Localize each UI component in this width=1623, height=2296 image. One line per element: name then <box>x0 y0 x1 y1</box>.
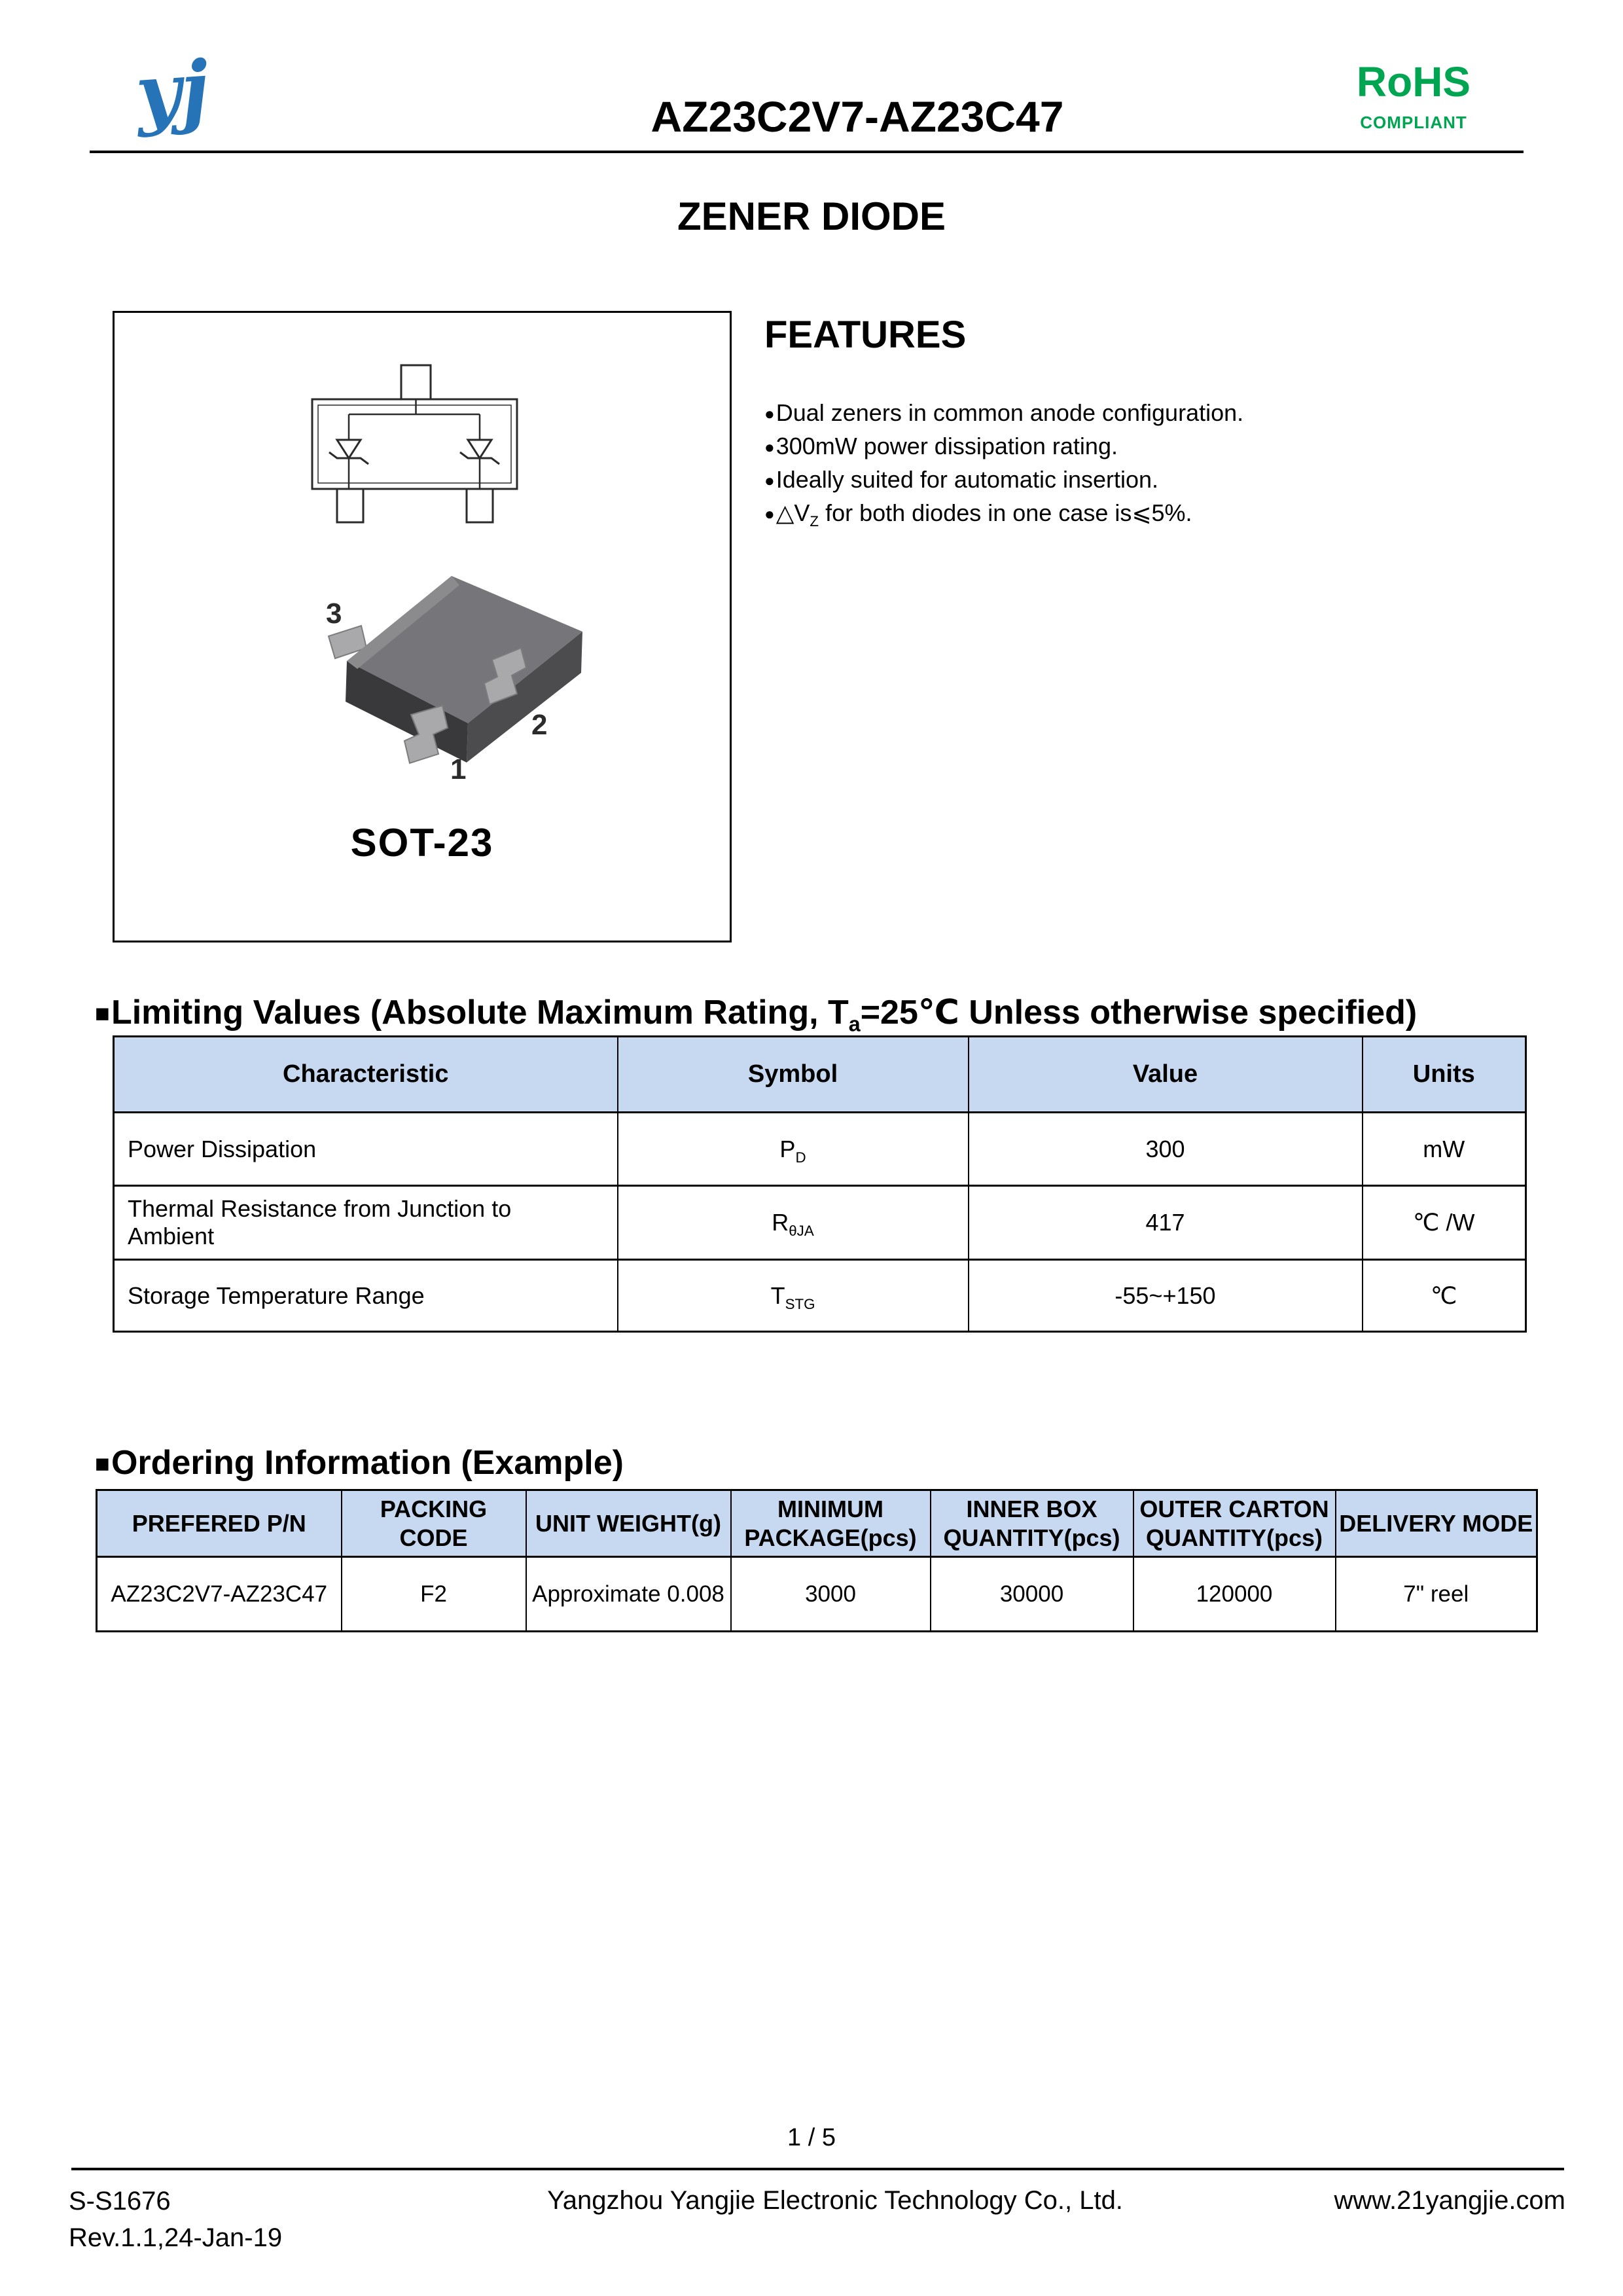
inner-box-quantity-cell: 30000 <box>931 1557 1133 1632</box>
limiting-values-table <box>113 1035 1527 1333</box>
minimum-package-cell: 3000 <box>731 1557 931 1632</box>
rohs-compliant-label: COMPLIANT <box>1360 113 1467 132</box>
zener-left-triangle <box>337 440 361 458</box>
feature-text: Ideally suited for automatic insertion. <box>776 466 1159 493</box>
footer-divider <box>71 2168 1564 2170</box>
table-row <box>97 1557 1537 1632</box>
package-name: SOT-23 <box>350 821 494 865</box>
ordering-information-table <box>96 1489 1538 1632</box>
col-header-characteristic: Characteristic <box>114 1037 618 1113</box>
pin1-label: 1 <box>450 753 467 779</box>
ordering-information-heading: ■Ordering Information (Example) <box>95 1444 624 1482</box>
feature-item <box>764 497 1543 530</box>
characteristic-cell: Thermal Resistance from Junction to Ambient <box>114 1186 618 1260</box>
col-header-unit-weight: UNIT WEIGHT(g) <box>526 1490 731 1557</box>
revision-label: Rev.1.1,24-Jan-19 <box>69 2223 283 2252</box>
col-header-symbol: Symbol <box>618 1037 969 1113</box>
document-code: S-S1676 <box>69 2187 171 2215</box>
symbol-cell: $P_D$ <box>618 1113 969 1186</box>
limiting-values-heading: ■Limiting Values (Absolute Maximum Rating, $T_a=25℃$ Unless otherwise specified) <box>95 994 1418 1036</box>
symbol-cell: $R_{\theta JA}$ <box>618 1186 969 1260</box>
feature-item <box>764 463 1543 497</box>
feature-text: 300mW power dissipation rating. <box>776 433 1118 459</box>
rohs-title: RoHS <box>1356 58 1471 105</box>
table-header-row <box>114 1037 1526 1113</box>
website-link[interactable]: www.21yangjie.com <box>1334 2186 1565 2215</box>
unit-weight-cell: Approximate 0.008 <box>526 1557 731 1632</box>
square-bullet-icon: ■ <box>95 1000 110 1028</box>
col-header-value: Value <box>969 1037 1363 1113</box>
zener-right-triangle <box>468 440 491 458</box>
bullet-icon: ● <box>764 404 775 423</box>
col-header-minimum-package: MINIMUM PACKAGE(pcs) <box>731 1490 931 1557</box>
company-name: Yangzhou Yangjie Electronic Technology Co., Ltd. <box>547 2186 1123 2215</box>
col-header-outer-carton-quantity: OUTER CARTON QUANTITY(pcs) <box>1133 1490 1336 1557</box>
feature-item <box>764 430 1543 463</box>
table-row <box>114 1186 1526 1260</box>
value-cell: -55~+150 <box>969 1260 1363 1332</box>
schematic-pin3-tab <box>401 365 431 399</box>
feature-text: Dual zeners in common anode configuration. <box>776 399 1244 426</box>
dual-zener-schematic <box>288 353 582 537</box>
symbol-cell: $T_{STG}$ <box>618 1260 969 1332</box>
packing-code-cell: F2 <box>342 1557 526 1632</box>
sot23-package-image <box>301 563 589 779</box>
table-row <box>114 1260 1526 1332</box>
product-type-heading: ZENER DIODE <box>677 194 946 238</box>
col-header-inner-box-quantity: INNER BOX QUANTITY(pcs) <box>931 1490 1133 1557</box>
bullet-icon: ● <box>764 471 775 490</box>
feature-item <box>764 397 1543 430</box>
value-cell: 300 <box>969 1113 1363 1186</box>
units-cell: ℃ <box>1363 1260 1526 1332</box>
pin3-label: 3 <box>326 598 342 630</box>
table-row <box>114 1113 1526 1186</box>
characteristic-cell: Storage Temperature Range <box>114 1260 618 1332</box>
bullet-icon: ● <box>764 504 775 524</box>
units-cell: ℃ /W <box>1363 1186 1526 1260</box>
value-cell: 417 <box>969 1186 1363 1260</box>
feature-text: $\triangle V_Z$ for both diodes in one case is⩽5%. <box>776 499 1192 530</box>
company-website <box>1334 2186 1566 2215</box>
table-header-row <box>97 1490 1537 1557</box>
rohs-badge <box>1348 60 1479 133</box>
header-divider <box>90 151 1524 153</box>
units-cell: mW <box>1363 1113 1526 1186</box>
col-header-delivery-mode: DELIVERY MODE <box>1336 1490 1537 1557</box>
square-bullet-icon: ■ <box>95 1450 110 1478</box>
logo-script-text: yj <box>133 43 212 139</box>
schematic-pin1-tab <box>337 489 363 522</box>
features-section <box>764 314 1543 530</box>
page-number: 1 / 5 <box>787 2124 836 2151</box>
schematic-pin2-tab <box>467 489 493 522</box>
outer-carton-quantity-cell: 120000 <box>1133 1557 1336 1632</box>
col-header-units: Units <box>1363 1037 1526 1113</box>
characteristic-cell: Power Dissipation <box>114 1113 618 1186</box>
delivery-mode-cell: 7" reel <box>1336 1557 1537 1632</box>
page-title: AZ23C2V7-AZ23C47 <box>651 92 1064 141</box>
prefered-pn-cell: AZ23C2V7-AZ23C47 <box>97 1557 342 1632</box>
bullet-icon: ● <box>764 437 775 457</box>
col-header-packing-code: PACKING CODE <box>342 1490 526 1557</box>
features-heading: FEATURES <box>764 314 967 356</box>
pin2-label: 2 <box>531 709 548 741</box>
features-list <box>764 397 1543 530</box>
col-header-prefered-pn: PREFERED P/N <box>97 1490 342 1557</box>
package-panel <box>113 311 732 942</box>
